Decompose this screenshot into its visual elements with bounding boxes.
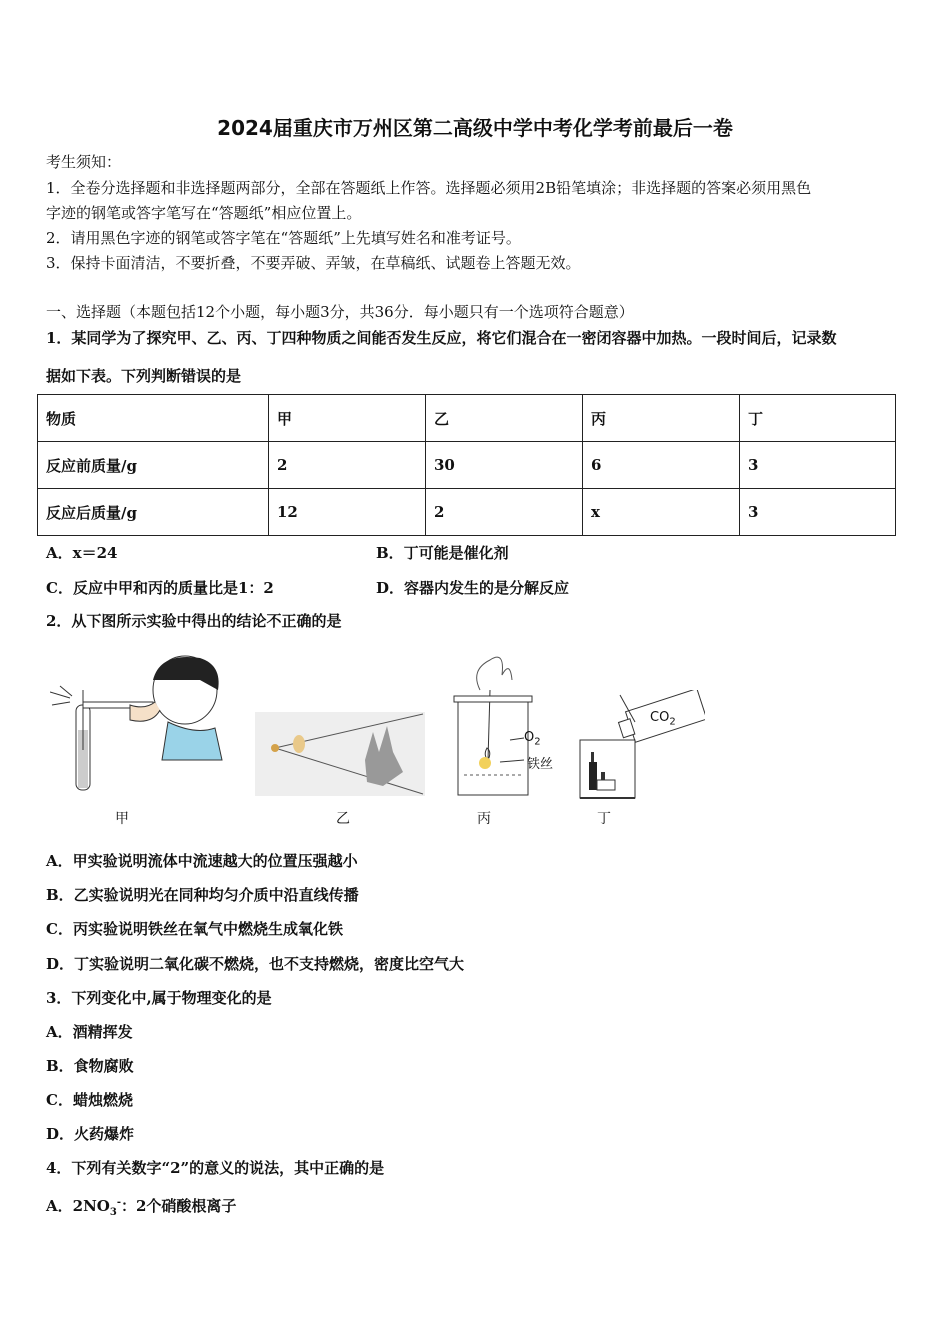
table-cell: 丁 <box>740 395 896 442</box>
section-heading: 一、选择题（本题包括12个小题，每小题3分，共36分．每小题只有一个选项符合题意） <box>46 303 634 321</box>
hand <box>293 735 305 753</box>
match-holder <box>477 657 512 690</box>
question-1-stem: 1．某同学为了探究甲、乙、丙、丁四种物质之间能否发生反应，将它们混合在一密闭容器中加热。一段时间后，记录数 <box>46 329 837 347</box>
table-cell: x <box>583 489 740 536</box>
question-4-stem: 4．下列有关数字“2”的意义的说法，其中正确的是 <box>46 1159 385 1177</box>
data-table <box>37 394 896 536</box>
figure-label-bing: 丙 <box>477 811 491 827</box>
page-title: 2024届重庆市万州区第二高级中学中考化学考前最后一卷 <box>217 116 733 140</box>
short-candle <box>601 772 605 780</box>
question-1-stem-cont: 据如下表。下列判断错误的是 <box>46 367 242 385</box>
table-row <box>38 489 896 536</box>
table-row <box>38 395 896 442</box>
o2-label: $O_2$ <box>524 730 541 748</box>
figure-label-yi: 乙 <box>336 811 350 827</box>
light-source <box>271 744 279 752</box>
figure-ding <box>575 690 705 805</box>
q1-option-d: D．容器内发生的是分解反应 <box>376 579 570 597</box>
question-3-stem: 3．下列变化中,属于物理变化的是 <box>46 989 272 1007</box>
table-cell: 2 <box>426 489 583 536</box>
spray-line <box>50 692 70 698</box>
table-cell: 丙 <box>583 395 740 442</box>
table-cell: 12 <box>269 489 426 536</box>
notice-item: 字迹的钢笔或答字笔写在“答题纸”相应位置上。 <box>46 204 362 222</box>
q2-option-c: C．丙实验说明铁丝在氧气中燃烧生成氧化铁 <box>46 920 343 938</box>
q2-option-d: D．丁实验说明二氧化碳不燃烧，也不支持燃烧，密度比空气大 <box>46 955 465 973</box>
q1-option-c: C．反应中甲和丙的质量比是1：2 <box>46 579 274 597</box>
table-row <box>38 442 896 489</box>
notice-item: 3．保持卡面清洁，不要折叠，不要弄破、弄皱，在草稿纸、试题卷上答题无效。 <box>46 254 581 272</box>
figure-yi <box>255 712 425 796</box>
jar-lid <box>454 696 532 702</box>
figure-jia <box>50 650 225 800</box>
figure-bing <box>450 650 570 800</box>
flame <box>479 757 491 769</box>
label-line <box>500 760 524 762</box>
spray-line <box>60 686 72 696</box>
tall-step <box>589 762 597 790</box>
label-line <box>510 738 524 740</box>
q3-option-c: C．蜡烛燃烧 <box>46 1091 133 1109</box>
notice-heading: 考生须知： <box>46 153 122 171</box>
q3-option-b: B．食物腐败 <box>46 1057 134 1075</box>
q2-option-a: A．甲实验说明流体中流速越大的位置压强越小 <box>46 852 358 870</box>
q2-option-b: B．乙实验说明光在同种均匀介质中沿直线传播 <box>46 886 359 904</box>
table-cell: 6 <box>583 442 740 489</box>
table-cell: 3 <box>740 442 896 489</box>
q3-option-d: D．火药爆炸 <box>46 1125 135 1143</box>
table-cell: 乙 <box>426 395 583 442</box>
question-2-stem: 2．从下图所示实验中得出的结论不正确的是 <box>46 612 342 630</box>
boy-shirt <box>162 722 222 760</box>
notice-item: 2．请用黑色字迹的钢笔或答字笔在“答题纸”上先填写姓名和准考证号。 <box>46 229 521 247</box>
notice-item: 1．全卷分选择题和非选择题两部分，全部在答题纸上作答。选择题必须用2B铅笔填涂；非选择题的答案必须用黑色 <box>46 179 812 197</box>
spray-line <box>52 702 70 705</box>
table-cell: 2 <box>269 442 426 489</box>
step <box>597 780 615 790</box>
table-cell: 甲 <box>269 395 426 442</box>
figure-label-ding: 丁 <box>597 811 611 827</box>
figure-label-jia: 甲 <box>115 811 129 827</box>
co2-label: $CO_2$ <box>650 710 676 728</box>
table-cell: 物质 <box>38 395 269 442</box>
wire-label: 铁丝 <box>527 757 554 772</box>
table-cell: 3 <box>740 489 896 536</box>
background <box>255 712 425 796</box>
q1-option-b: B．丁可能是催化剂 <box>376 544 509 562</box>
table-cell: 反应前质量/g <box>38 442 269 489</box>
table-cell: 30 <box>426 442 583 489</box>
jar <box>458 700 528 795</box>
q4-option-a: A．$2NO_3^-$：2个硝酸根离子 <box>46 1197 237 1218</box>
q1-option-a: A．x＝24 <box>46 544 118 562</box>
q3-option-a: A．酒精挥发 <box>46 1023 133 1041</box>
table-cell: 反应后质量/g <box>38 489 269 536</box>
tall-candle <box>591 752 594 762</box>
